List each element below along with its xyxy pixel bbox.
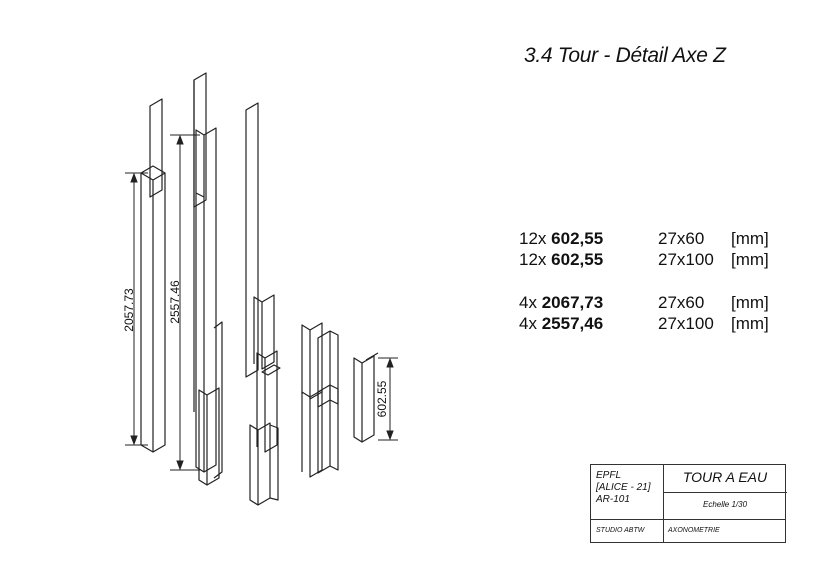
course-label: AR-101 [596, 494, 630, 505]
beam [150, 99, 162, 197]
title-block-info [596, 470, 650, 506]
beam [302, 390, 322, 477]
part-unit: [mm] [731, 229, 769, 248]
scale-label: Echelle 1/30 [702, 500, 748, 509]
title-block [590, 464, 786, 543]
group-label: [ALICE - 21] [596, 482, 651, 493]
part-section: 27x100 [658, 250, 714, 269]
part-qty-length: 12x 602,55 [519, 250, 604, 269]
part-qty-length: 4x 2067,73 [519, 293, 604, 312]
project-name: TOUR A EAU [682, 469, 768, 485]
beam [196, 193, 204, 197]
beam [318, 385, 338, 473]
beam-group-2057 [141, 99, 165, 452]
beam [302, 323, 322, 399]
part-unit: [mm] [731, 250, 769, 269]
part-qty-length: 12x 602,55 [519, 229, 604, 248]
beam [246, 103, 258, 377]
beam-group-center [246, 103, 280, 505]
part-section: 27x100 [658, 314, 714, 333]
part-section: 27x60 [658, 229, 705, 248]
part-unit: [mm] [731, 314, 769, 333]
dimension-label-602: 602.55 [375, 380, 389, 418]
studio-label: STUDIO ABTW [596, 527, 645, 534]
beam [250, 423, 270, 505]
beam [214, 322, 222, 478]
beam [366, 353, 378, 360]
beam-group-short [302, 323, 338, 477]
beam [318, 331, 338, 407]
view-label: AXONOMETRIE [668, 527, 720, 534]
dimension-label-2057: 2057.73 [122, 288, 136, 332]
part-unit: [mm] [731, 293, 769, 312]
part-qty-length: 4x 2557,46 [519, 314, 604, 333]
beam [354, 356, 374, 442]
sheet-title: 3.4 Tour - Détail Axe Z [524, 44, 726, 67]
school-label: EPFL [596, 470, 622, 481]
dimension-label-2557: 2557.46 [168, 280, 182, 324]
part-section: 27x60 [658, 293, 705, 312]
beam [141, 173, 165, 452]
